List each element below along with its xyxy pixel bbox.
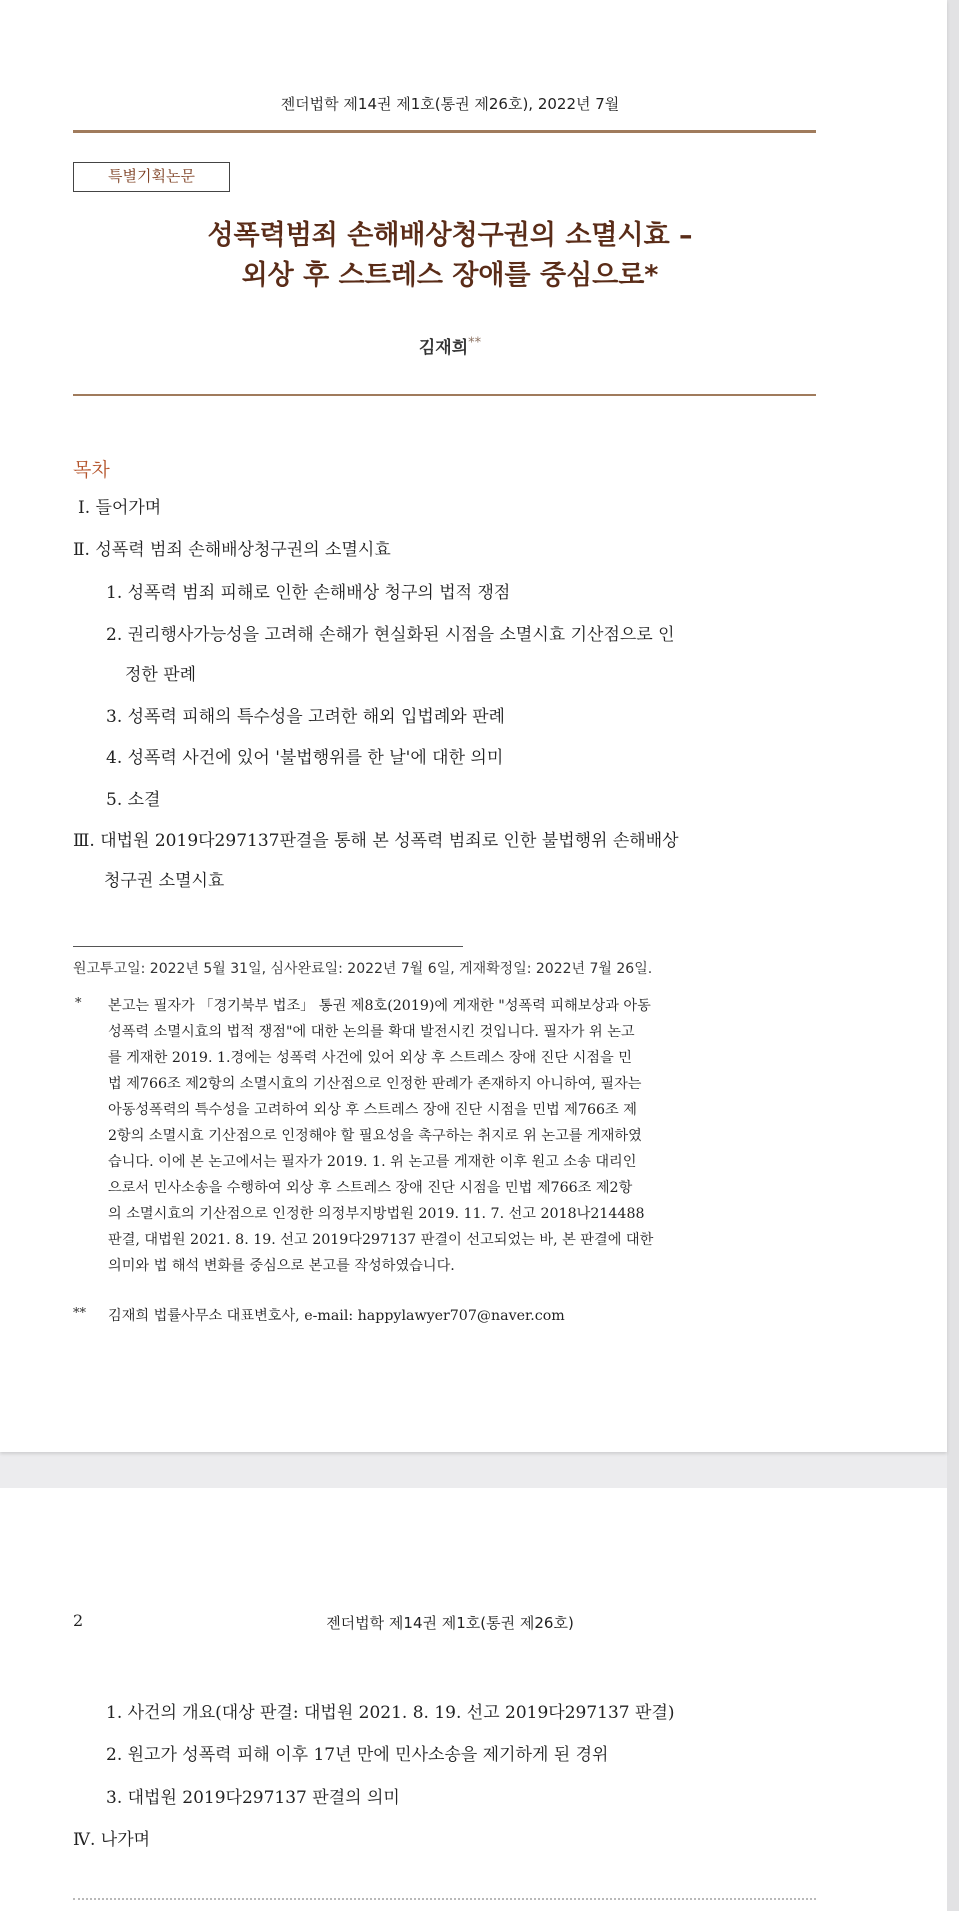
category-badge: 특별기획논문 (73, 162, 230, 192)
article-title-line2: 외상 후 스트레스 장애를 중심으로* (241, 260, 659, 291)
scrollbar-track[interactable] (947, 0, 959, 1911)
toc-item[interactable]: Ⅱ. 성폭력 범죄 손해배상청구권의 소멸시효 (73, 540, 391, 560)
toc-item[interactable]: 5. 소결 (106, 790, 161, 810)
footnote-mark: * (75, 996, 82, 1011)
toc-item[interactable]: 1. 성폭력 범죄 피해로 인한 손해배상 청구의 법적 쟁점 (106, 583, 511, 603)
submission-dates: 원고투고일: 2022년 5월 31일, 심사완료일: 2022년 7월 6일, 게재확정일: 2022년 7월 26일. (73, 961, 653, 977)
toc-item[interactable]: 1. 사건의 개요(대상 판결: 대법원 2021. 8. 19. 선고 2019다297137 판결) (106, 1703, 675, 1723)
footnote-line: 성폭력 소멸시효의 법적 쟁점"에 대한 논의를 확대 발전시킨 것입니다. 필자가 위 논고 (108, 1024, 635, 1040)
footnote-line: 아동성폭력의 특수성을 고려하여 외상 후 스트레스 장애 진단 시점을 민법 제766조 제 (108, 1102, 637, 1118)
footnote-line: 법 제766조 제2항의 소멸시효의 기산점으로 인정한 판례가 존재하지 아니하여, 필자는 (108, 1076, 642, 1092)
footnote-line: 를 게재한 2019. 1.경에는 성폭력 사건에 있어 외상 후 스트레스 장애 진단 시점을 민 (108, 1050, 632, 1066)
toc-item-continued[interactable]: 정한 판례 (125, 665, 197, 685)
page-number: 2 (73, 1611, 84, 1630)
footnote-line: 판결, 대법원 2021. 8. 19. 선고 2019다297137 판결이 선고되었는 바, 본 판결에 대한 (108, 1232, 654, 1248)
author-footnote-mark: ** (468, 335, 482, 351)
journal-header: 젠더법학 제14권 제1호(통권 제26호), 2022년 7월 (280, 95, 620, 113)
footnote-separator-dotted (73, 1898, 816, 1900)
author-affiliation-footnote: 김재희 법률사무소 대표변호사, e-mail: happylawyer707@naver.com (108, 1308, 565, 1324)
footnote-line: 2항의 소멸시효 기산점으로 인정해야 할 필요성을 촉구하는 취지로 위 논고를 게재하였 (108, 1128, 642, 1144)
header-rule (73, 130, 816, 133)
toc-item[interactable]: Ⅳ. 나가며 (73, 1830, 151, 1850)
article-title-line1: 성폭력범죄 손해배상청구권의 소멸시효 – (207, 220, 693, 251)
footnote-line: 본고는 필자가 「경기북부 법조」 통권 제8호(2019)에 게재한 "성폭력 피해보상과 아동 (108, 998, 651, 1014)
footnote-line: 의미와 법 해석 변화를 중심으로 본고를 작성하였습니다. (108, 1258, 455, 1274)
toc-item[interactable]: 3. 대법원 2019다297137 판결의 의미 (106, 1788, 400, 1808)
toc-item-continued[interactable]: 청구권 소멸시효 (104, 871, 225, 891)
toc-heading: 목차 (73, 459, 110, 481)
footnote-line: 으로서 민사소송을 수행하여 외상 후 스트레스 장애 진단 시점을 민법 제766조 제2항 (108, 1180, 633, 1196)
toc-item[interactable]: 2. 원고가 성폭력 피해 이후 17년 만에 민사소송을 제기하게 된 경위 (106, 1745, 609, 1765)
author-name: 김재희 (418, 338, 469, 358)
toc-item[interactable]: 4. 성폭력 사건에 있어 '불법행위를 한 날'에 대한 의미 (106, 748, 504, 768)
title-bottom-rule (73, 394, 816, 396)
journal-header-page2: 젠더법학 제14권 제1호(통권 제26호) (326, 1614, 574, 1632)
toc-item[interactable]: 3. 성폭력 피해의 특수성을 고려한 해외 입법례와 판례 (106, 707, 505, 727)
toc-item[interactable]: 2. 권리행사가능성을 고려해 손해가 현실화된 시점을 소멸시효 기산점으로 인 (106, 625, 675, 645)
author-line (0, 333, 900, 358)
toc-item[interactable]: Ⅰ. 들어가며 (78, 498, 162, 518)
footnote-mark: ** (73, 1306, 86, 1321)
footnote-rule (73, 946, 463, 947)
toc-item[interactable]: Ⅲ. 대법원 2019다297137판결을 통해 본 성폭력 범죄로 인한 불법행위 손해배상 (73, 831, 679, 851)
footnote-line: 습니다. 이에 본 논고에서는 필자가 2019. 1. 위 논고를 게재한 이후 원고 소송 대리인 (108, 1154, 637, 1170)
footnote-line: 의 소멸시효의 기산점으로 인정한 의정부지방법원 2019. 11. 7. 선고 2018나214488 (108, 1206, 645, 1222)
